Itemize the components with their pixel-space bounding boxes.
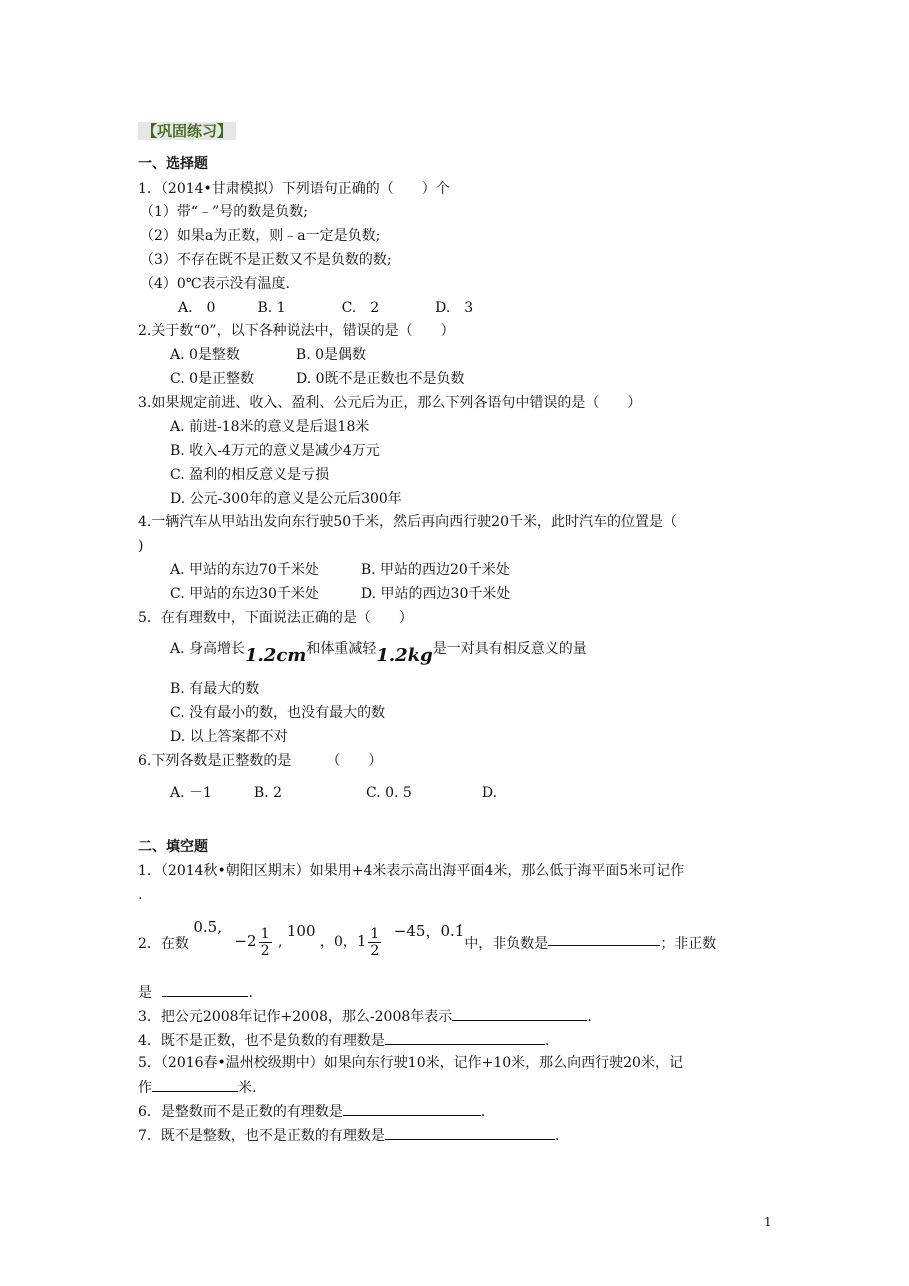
q5-option-d: D. 以上答案都不对: [170, 729, 288, 745]
q2-options-row1: A. 0是整数 B. 0是偶数: [170, 347, 367, 363]
fill-q5-suffix: 米.: [238, 1080, 257, 1096]
fill-q2-prefix: 2．在数: [138, 936, 189, 952]
q3-option-d: D. 公元-300年的意义是公元后300年: [170, 491, 402, 507]
q3-option-a: A. 前进-18米的意义是后退18米: [170, 419, 370, 435]
fill-q2-num-a: 0.5,: [193, 918, 222, 936]
fill-q2-pos-frac-den: 2: [370, 942, 380, 959]
q3-option-c: C. 盈利的相反意义是亏损: [170, 467, 330, 483]
page-number: 1: [764, 1215, 772, 1229]
fill-q4: [138, 1030, 549, 1050]
fill-q2-mixed-pos-whole: 1: [356, 932, 367, 950]
q1-statement-3: （3）不存在既不是正数又不是负数的数;: [140, 252, 392, 268]
q3-stem: 3.如果规定前进、收入、盈利、公元后为正，那么下列各语句中错误的是（ ）: [138, 395, 642, 411]
q5-stem: 5．在有理数中，下面说法正确的是（ ）: [138, 610, 413, 626]
q4-options-row1: A. 甲站的东边70千米处 B. 甲站的西边20千米处: [170, 562, 510, 578]
fill-q4-text: 4．既不是正数，也不是负数的有理数是: [138, 1033, 385, 1049]
fill-q4-blank[interactable]: [385, 1030, 545, 1045]
q5-a-suffix: 是一对具有相反意义的量: [432, 641, 587, 657]
fill-q2-middle2: ；非正数: [660, 936, 717, 952]
fill-q2-neg-frac-den: 2: [260, 942, 270, 959]
q6-stem: 6.下列各数是正整数的是 （ ）: [138, 753, 383, 769]
fill-q2-sep2: ，0，: [319, 934, 357, 950]
fill-q2-neg-frac-num: 1: [260, 925, 270, 942]
q2-options-row2: C. 0是正整数 D. 0既不是正数也不是负数: [170, 371, 465, 387]
fill-q6-blank[interactable]: [343, 1101, 481, 1116]
fill-q2-mixed-pos-frac: [368, 926, 381, 959]
fill-q2-sep1: ,: [277, 934, 283, 950]
fill-q2-blank-nonpositive[interactable]: [162, 982, 248, 997]
fill-q3-blank[interactable]: [452, 1006, 587, 1021]
q4-options-row2: C. 甲站的东边30千米处 D. 甲站的西边30千米处: [170, 586, 511, 602]
q1-statement-2: （2）如果a为正数，则﹣a一定是负数;: [140, 228, 381, 244]
fill-q7: [138, 1125, 559, 1145]
q5-option-b: B. 有最大的数: [170, 681, 260, 697]
q1-statement-1: （1）带“﹣”号的数是负数;: [140, 204, 308, 220]
q2-stem: 2.关于数“0”，以下各种说法中，错误的是（ ）: [138, 323, 455, 339]
q1-stem: 1．（2014•甘肃模拟）下列语句正确的（ ）个: [138, 181, 450, 197]
q5-a-middle: 和体重减轻: [306, 641, 377, 657]
q1-options: A. 0 B. 1 C. 2 D. 3: [178, 300, 474, 316]
fill-q2-pos-frac-num: 1: [370, 925, 380, 942]
fill-q7-text: 7．既不是整数，也不是正数的有理数是: [138, 1128, 385, 1144]
q4-stem-continued: ): [138, 538, 144, 554]
q5-a-math-height: 1.2cm: [245, 645, 307, 666]
q5-a-prefix: A. 身高增长: [170, 641, 246, 657]
q1-statement-4: （4）0℃表示没有温度.: [140, 276, 290, 292]
fill-q7-blank[interactable]: [385, 1125, 555, 1140]
fill-q4-period: .: [544, 1033, 550, 1049]
fill-q7-period: .: [554, 1128, 560, 1144]
fill-q2-line2-prefix: 是: [138, 985, 152, 1001]
fill-q5-blank[interactable]: [152, 1077, 238, 1092]
fill-q2-line2: 是 .: [138, 982, 253, 1002]
fill-q6-period: .: [480, 1104, 486, 1120]
fill-q5-line2: [138, 1077, 256, 1097]
fill-q2-num-tail: −45，0.1̇: [393, 922, 465, 940]
q5-a-math-weight: 1.2kg: [376, 645, 433, 666]
q4-stem: 4.一辆汽车从甲站出发向东行驶50千米，然后再向西行驶20千米，此时汽车的位置是（: [138, 514, 677, 530]
fill-q2-mixed-neg-whole: −2: [234, 932, 257, 950]
section-fill-heading: 二、填空题: [138, 839, 208, 855]
fill-q2-blank-nonnegative[interactable]: [548, 931, 660, 946]
fill-q2-mixed-neg-frac: [259, 926, 272, 959]
fill-q2-num-100: 100: [286, 922, 316, 940]
q5-option-a: [170, 633, 587, 664]
fill-q2-line1: [138, 920, 716, 963]
fill-q3-text: 3．把公元2008年记作+2008，那么-2008年表示: [138, 1009, 453, 1025]
practice-title: 【巩固练习】: [138, 122, 236, 140]
fill-q1-line2: .: [138, 887, 143, 903]
fill-q5-line1: 5．（2016春•温州校级期中）如果向东行驶10米，记作+10米，那么向西行驶20米，记: [138, 1055, 683, 1071]
q3-option-b: B. 收入-4万元的意义是减少4万元: [170, 443, 380, 459]
fill-q2-middle: 中，非负数是: [464, 936, 549, 952]
q5-option-c: C. 没有最小的数，也没有最大的数: [170, 705, 386, 721]
fill-q3-period: .: [587, 1009, 592, 1025]
fill-q6: [138, 1101, 485, 1121]
fill-q1-line1: 1．（2014秋•朝阳区期末）如果用+4米表示高出海平面4米，那么低于海平面5米可记作: [138, 863, 685, 879]
section-choice-heading: 一、选择题: [138, 156, 208, 172]
fill-q3: [138, 1006, 592, 1026]
fill-q5-prefix: 作: [138, 1080, 152, 1096]
fill-q6-text: 6．是整数而不是正数的有理数是: [138, 1104, 343, 1120]
q6-options: A. －1 B. 2 C. 0. 5 D.: [170, 785, 498, 801]
